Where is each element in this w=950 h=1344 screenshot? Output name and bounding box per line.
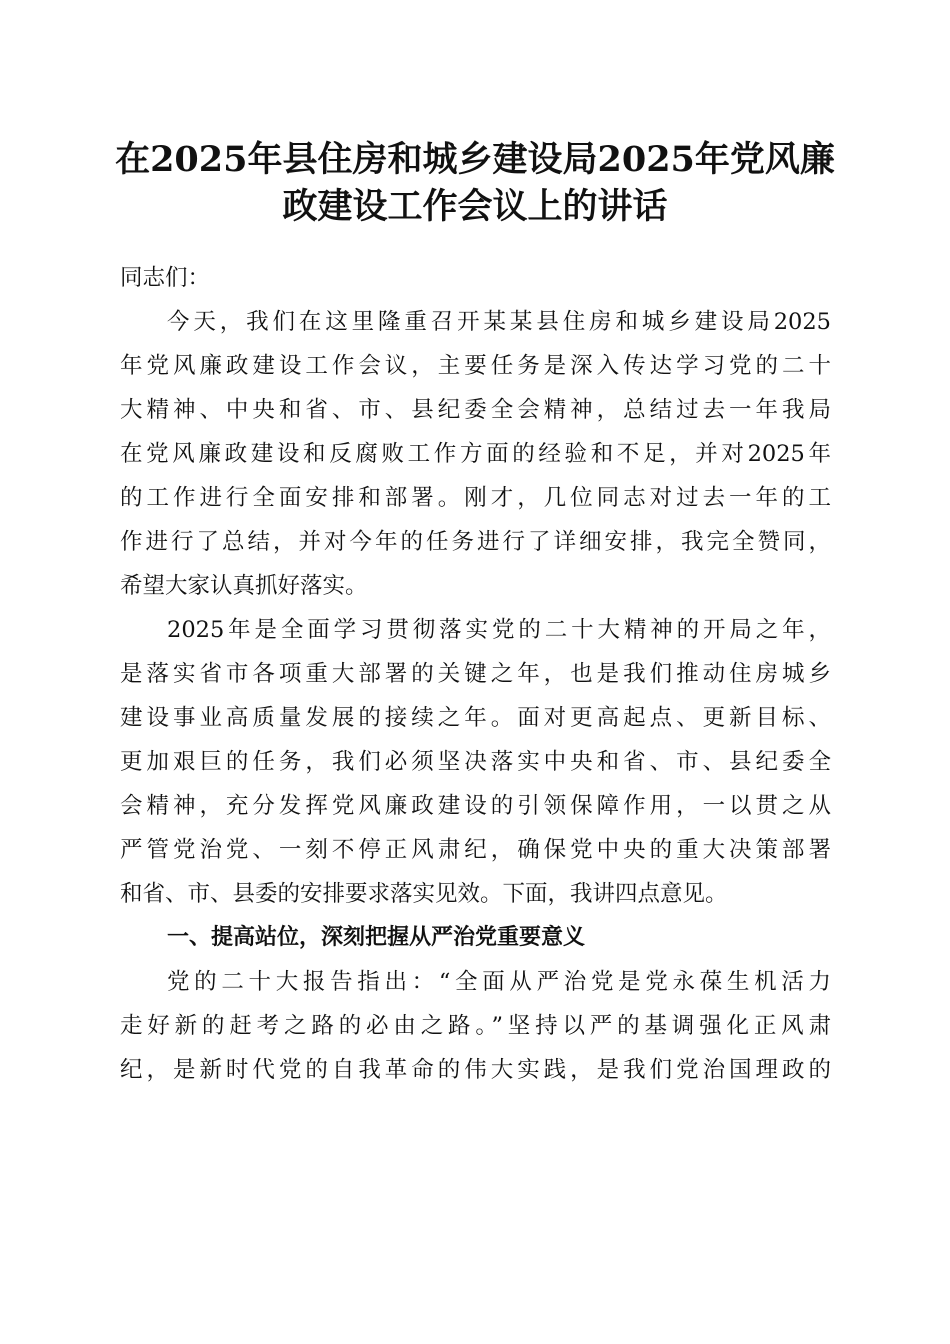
- text-line: 在党风廉政建设和反腐败工作方面的经验和不足，并对2025年: [120, 441, 831, 467]
- text-line: 作进行了总结，并对今年的任务进行了详细安排，我完全赞同，: [120, 529, 831, 555]
- text-line: 2025年是全面学习贯彻落实党的二十大精神的开局之年，: [167, 617, 831, 643]
- text-line: 会精神，充分发挥党风廉政建设的引领保障作用，一以贯之从: [120, 793, 831, 819]
- text-line: 纪，是新时代党的自我革命的伟大实践，是我们党治国理政的: [120, 1057, 831, 1083]
- text-line: 党的二十大报告指出：“全面从严治党是党永葆生机活力: [167, 969, 831, 995]
- text-line: 和省、市、县委的安排要求落实见效。下面，我讲四点意见。: [120, 881, 728, 907]
- text-line: 大精神、中央和省、市、县纪委全会精神，总结过去一年我局: [120, 397, 831, 423]
- text-line: 年党风廉政建设工作会议，主要任务是深入传达学习党的二十: [120, 353, 831, 379]
- paragraph-1: [120, 300, 831, 608]
- text-line: 今天，我们在这里隆重召开某某县住房和城乡建设局2025: [167, 309, 831, 335]
- document-body: [120, 256, 831, 1092]
- text-line: 更加艰巨的任务，我们必须坚决落实中央和省、市、县纪委全: [120, 749, 831, 775]
- text-line: 严管党治党、一刻不停正风肃纪，确保党中央的重大决策部署: [120, 837, 831, 863]
- document-title: [0, 136, 950, 230]
- paragraph-3: [120, 960, 831, 1092]
- paragraph-2: [120, 608, 831, 916]
- text-line: 是落实省市各项重大部署的关键之年，也是我们推动住房城乡: [120, 661, 831, 687]
- text-line: 建设事业高质量发展的接续之年。面对更高起点、更新目标、: [120, 705, 831, 731]
- section-heading: 一、提高站位，深刻把握从严治党重要意义: [167, 925, 586, 950]
- title-line: 在2025年县住房和城乡建设局2025年党风廉: [115, 139, 835, 180]
- text-line: 走好新的赶考之路的必由之路。”坚持以严的基调强化正风肃: [120, 1013, 831, 1039]
- text-line: 希望大家认真抓好落实。: [120, 573, 368, 599]
- text-line: 的工作进行全面安排和部署。刚才，几位同志对过去一年的工: [120, 485, 831, 511]
- title-line: 政建设工作会议上的讲话: [282, 186, 668, 227]
- salutation: 同志们：: [120, 265, 211, 291]
